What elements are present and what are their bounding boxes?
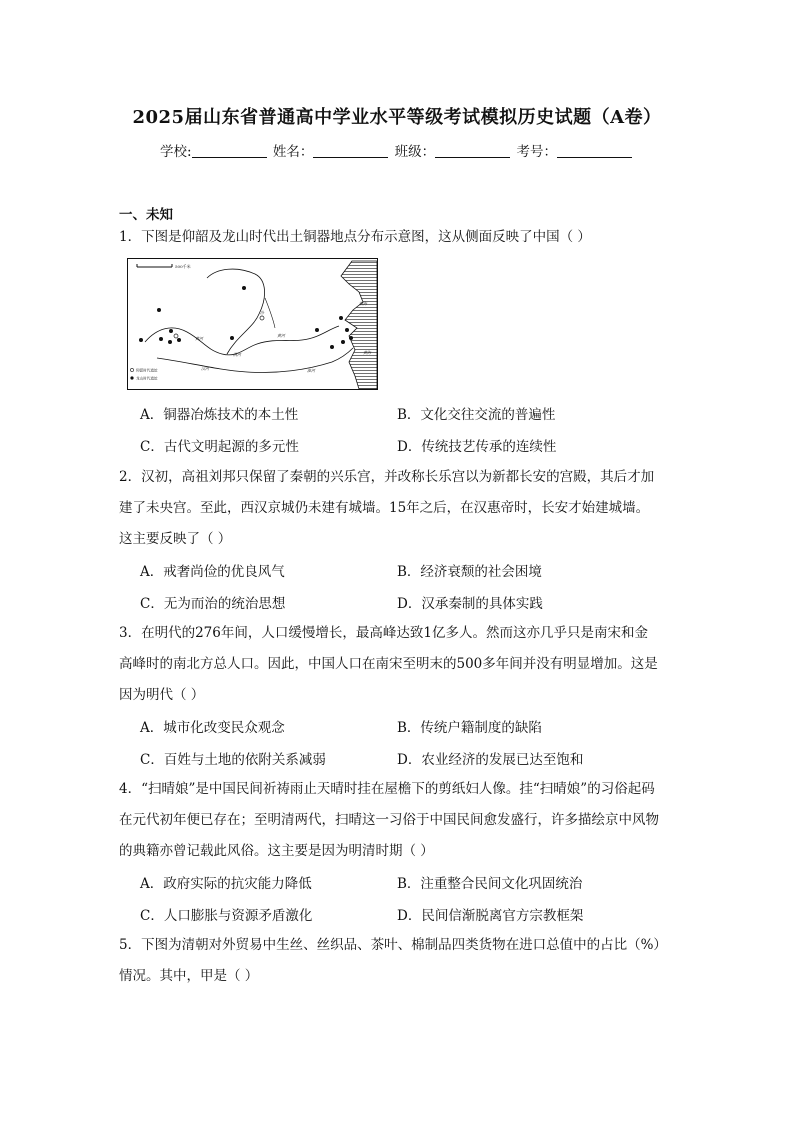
legend-longshan-marker: [130, 376, 133, 379]
q4-option-d[interactable]: D．民间信渐脱离官方宗教框架: [397, 908, 584, 924]
question-3-text: [119, 618, 679, 711]
site-longshan: [349, 336, 353, 340]
label-yellow-river-1: 黄河: [195, 336, 203, 341]
question-5-line: 5．下图为清朝对外贸易中生丝、丝织品、茶叶、棉制品四类货物在进口总值中的占比（%）: [119, 937, 667, 953]
page-title: 2025届山东省普通高中学业水平等级考试模拟历史试题（A卷）: [132, 107, 662, 128]
label-han-river: 汉河: [201, 366, 209, 371]
q2-option-d[interactable]: D．汉承秦制的具体实践: [397, 596, 543, 612]
site-longshan: [242, 286, 246, 290]
class-field[interactable]: [435, 144, 510, 158]
question-4-text: [119, 774, 679, 867]
question-4-line: 的典籍亦曾记载此风俗。这主要是因为明清时期（ ）: [119, 843, 434, 859]
question-3-line: 3．在明代的276年间，人口缓慢增长，最高峰达致1亿多人。然而这亦几乎只是南宋和金: [119, 625, 648, 641]
question-3-line: 因为明代（ ）: [119, 687, 205, 703]
q3-option-a[interactable]: A．城市化改变民众观念: [140, 720, 285, 736]
site-longshan: [341, 340, 345, 344]
q1-option-a[interactable]: A．铜器冶炼技术的本土性: [140, 407, 299, 423]
name-field[interactable]: [313, 144, 388, 158]
section-heading: 一、未知: [119, 207, 173, 223]
q2-option-b[interactable]: B．经济衰颓的社会困境: [397, 564, 542, 580]
label-bohai: 渤海: [359, 301, 367, 306]
q4-option-a[interactable]: A．政府实际的抗灾能力降低: [140, 876, 312, 892]
school-label: 学校:: [160, 144, 192, 160]
site-longshan: [169, 329, 173, 333]
site-longshan: [230, 336, 234, 340]
label-wei-river: 渭河: [233, 352, 241, 357]
q2-option-a[interactable]: A．戒奢尚俭的优良风气: [140, 564, 285, 580]
class-label: 班级：: [394, 144, 436, 160]
question-2-line: 2．汉初，高祖刘邦只保留了秦朝的兴乐宫，并改称长乐宫以为新都长安的宫殿，其后才加: [119, 469, 655, 485]
q4-option-b[interactable]: B．注重整合民间文化巩固统治: [397, 876, 583, 892]
question-2-line: 建了未央宫。至此，西汉京城仍未建有城墙。15年之后，在汉惠帝时，长安才始建城墙。: [119, 500, 650, 516]
label-fen-river: 汾: [260, 310, 264, 315]
site-longshan: [345, 328, 349, 332]
site-longshan: [159, 337, 163, 341]
question-3-line: 高峰时的南北方总人口。因此，中国人口在南宋至明末的500多年间并没有明显增加。这是: [119, 656, 658, 672]
site-longshan: [139, 338, 143, 342]
name-label: 姓名：: [272, 144, 314, 160]
q1-option-b[interactable]: B．文化交往交流的普遍性: [397, 407, 556, 423]
question-2-text: [119, 462, 679, 555]
site-longshan: [339, 316, 343, 320]
q1-option-d[interactable]: D．传统技艺传承的连续性: [397, 439, 557, 455]
q2-option-c[interactable]: C．无为而治的统治思想: [140, 596, 286, 612]
question-2-line: 这主要反映了（ ）: [119, 531, 232, 547]
q3-option-c[interactable]: C．百姓与土地的依附关系减弱: [140, 752, 326, 768]
site-longshan: [315, 328, 319, 332]
number-label: 考号：: [516, 144, 557, 160]
label-huai-river: 淮河: [307, 368, 315, 373]
site-longshan: [177, 338, 181, 342]
question-1-text: 1．下图是仰韶及龙山时代出土铜器地点分布示意图，这从侧面反映了中国（ ）: [119, 229, 591, 245]
label-yellow-river-2: 黄河: [277, 333, 285, 338]
question-5-text: [119, 930, 679, 992]
question-4-line: 在元代初年便已存在；至明清两代，扫晴这一习俗于中国民间愈发盛行，许多描绘京中风物: [119, 812, 659, 828]
q4-option-c[interactable]: C．人口膨胀与资源矛盾激化: [140, 908, 313, 924]
site-longshan: [168, 340, 172, 344]
question-4-line: 4．“扫晴娘”是中国民间祈祷雨止天晴时挂在屋檐下的剪纸妇人像。挂“扫晴娘”的习俗起码: [119, 781, 655, 797]
label-huanghai: 黄海: [363, 350, 371, 355]
number-field[interactable]: [557, 144, 632, 158]
legend-longshan-label: 龙山时代遗址: [136, 376, 158, 381]
bronze-sites-map: [127, 258, 378, 390]
legend-yangshao-label: 仰韶时代遗址: [136, 368, 158, 373]
question-5-line: 情况。其中，甲是（ ）: [119, 968, 259, 984]
q3-option-b[interactable]: B．传统户籍制度的缺陷: [397, 720, 542, 736]
q3-option-d[interactable]: D．农业经济的发展已达至饱和: [397, 752, 584, 768]
student-info-line: [0, 140, 794, 160]
scale-label: 500千米: [175, 264, 191, 269]
school-field[interactable]: [192, 144, 267, 158]
site-longshan: [157, 308, 161, 312]
site-longshan: [330, 345, 334, 349]
q1-option-c[interactable]: C．古代文明起源的多元性: [140, 439, 299, 455]
